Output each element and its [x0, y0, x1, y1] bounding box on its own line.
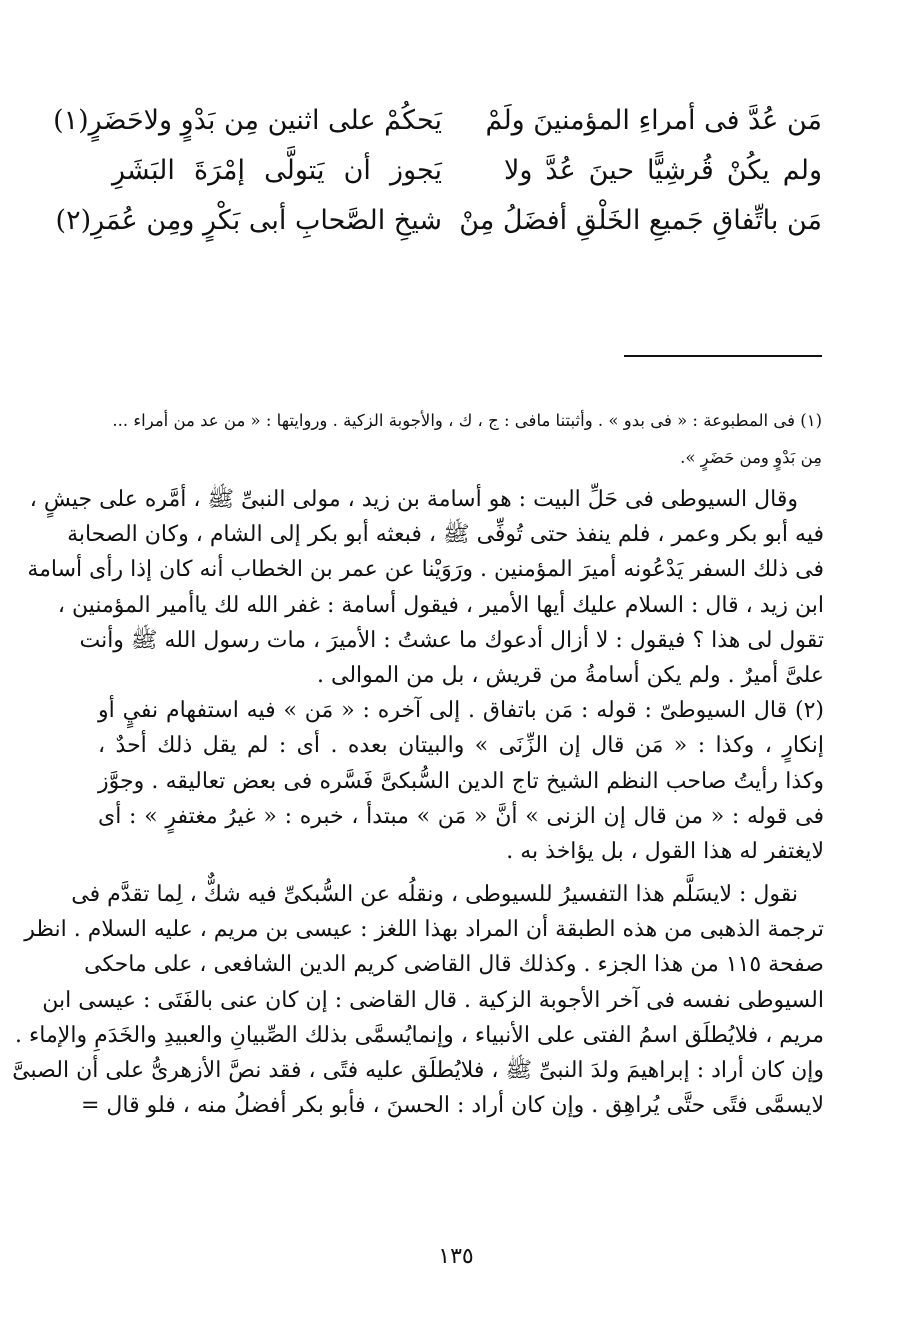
verse-1-hemistich-1: مَن عُدَّ فى أمراءِ المؤمنينَ ولَمْ: [485, 105, 822, 136]
paragraph-2-line: وإن كان أراد : إبراهيمَ ولدَ النبىِّ ﷺ ، فلايُطلَق عليه فتًى ، فقد نصَّ الأزهرىُّ على أن الصبىَّ: [12, 1058, 824, 1083]
footnote-2-line: (٢) قال السيوطىّ : قوله : مَن باتفاق . إلى آخره : « مَن » فيه استفهام نفيٍ أو: [98, 698, 824, 724]
paragraph-2-line: لايسمَّى فتًى حتَّى يُراهِق . وإن كان أراد : الحسنَ ، فأبو بكر أفضلُ منه ، فلو قال =: [81, 1093, 824, 1119]
verse-1: [53, 96, 822, 146]
paragraph-2-line: السيوطى نفسه فى آخر الأجوبة الزكية . قال القاضى : إن كان عنى بالفَتَى : عيسى ابن: [42, 987, 824, 1013]
footnote-2: [98, 693, 824, 869]
footnote-2-line: لايغتفر له هذا القول ، بل يؤاخذ به .: [506, 838, 824, 864]
footnote-1-line: مِن بَدْوٍ ومن حَضَرٍ ».: [680, 448, 822, 467]
paragraph-1-line: ابن زيد ، قال : السلام عليك أيها الأمير ، فيقول أسامة : غفر الله لك ياأمير المؤمنين ،: [57, 592, 824, 618]
paragraph-1-line: فيه أبو بكر وعمر ، فلم ينفذ حتى تُوفِّى ﷺ ، فبعثه أبو بكر إلى الشام ، وكان الصحابة: [67, 522, 824, 548]
footnote-separator: [624, 355, 822, 357]
paragraph-1: [27, 482, 824, 693]
paragraph-1-line: فى ذلك السفر يَدْعُونه أميرَ المؤمنين . ورَوَيْنا عن عمر بن الخطاب أنه كان إذا رأى أسامة: [27, 557, 824, 583]
poem: [53, 96, 822, 246]
paragraph-2-line: مريم ، فلايُطلَق اسمُ الفتى على الأنبياء ، وإنمايُسمَّى بذلك الصِّبيانِ والعبيدِ والخَدَمِ والإماء .: [14, 1022, 824, 1048]
paragraph-2: [12, 877, 824, 1123]
paragraph-1-line: تقول لى هذا ؟ فيقول : لا أزال أدعوك ما عشتُ : الأميرَ ، مات رسول الله ﷺ وأنت: [79, 627, 824, 653]
paragraph-1-line: علىَّ أميرٌ . ولم يكن أسامةُ من قريش ، بل من الموالى .: [317, 662, 824, 688]
verse-3: [55, 196, 822, 246]
footnote-2-line: فى قوله : « من قال إن الزنى » أنَّ « مَن » مبتدأ ، خبره : « غيرُ مغتفرٍ » : أى: [98, 803, 824, 829]
paragraph-2-line: صفحة ١١٥ من هذا الجزء . وكذلك قال القاضى كريم الدين الشافعى ، على ماحكى: [84, 952, 824, 978]
commentary: [12, 482, 824, 1123]
paragraph-1-line: وقال السيوطى فى حَلِّ البيت : هو أسامة بن زيد ، مولى النبىِّ ﷺ ، أمَّره على جيشٍ ،: [29, 487, 798, 512]
footnote-2-line: إنكارٍ ، وكذا : « مَن قال إن الزِّنَى » والبيتان بعده . أى : لم يقل ذلك أحدٌ ،: [98, 733, 824, 759]
footnote-2-line: وكذا رأيتُ صاحب النظم الشيخ تاج الدين السُّبكىَّ فَسَّره فى بعض تعاليقه . وجوَّز: [98, 768, 824, 794]
verse-3-hemistich-2: شيخِ الصَّحابِ أبى بَكْرٍ ومِن عُمَرِ(٢): [55, 205, 442, 236]
verse-2-hemistich-2: يَجوز أن يَتولَّى إمْرَةَ البَشَرِ: [112, 155, 442, 186]
paragraph-2-line: ترجمة الذهبى من هذه الطبقة أن المراد بهذا اللغز : عيسى بن مريم ، عليه السلام . انظر: [24, 917, 824, 943]
footnote-1-line: (١) فى المطبوعة : « فى بدو » . وأثبتنا مافى : ج ، ك ، والأجوبة الزكية . وروايتها : « من عد من أمراء ...: [112, 411, 822, 430]
verse-1-hemistich-2: يَحكُمْ على اثنين مِن بَدْوٍ ولاحَضَرٍ(١): [53, 105, 442, 136]
verse-2: [112, 146, 822, 196]
page-number: ١٣٥: [438, 1244, 474, 1269]
verse-3-hemistich-1: مَن باتِّفاقِ جَميعِ الخَلْقِ أفضَلُ مِنْ: [459, 205, 822, 236]
footnote-1: [96, 402, 822, 476]
paragraph-2-line: نقول : لايسَلَّم هذا التفسيرُ للسيوطى ، ونقلُه عن السُّبكىِّ فيه شكٌّ ، لِما تقدَّم فى: [71, 882, 798, 908]
verse-2-hemistich-1: ولم يكُنْ قُرشِيًّا حينَ عُدَّ ولا: [504, 155, 822, 186]
